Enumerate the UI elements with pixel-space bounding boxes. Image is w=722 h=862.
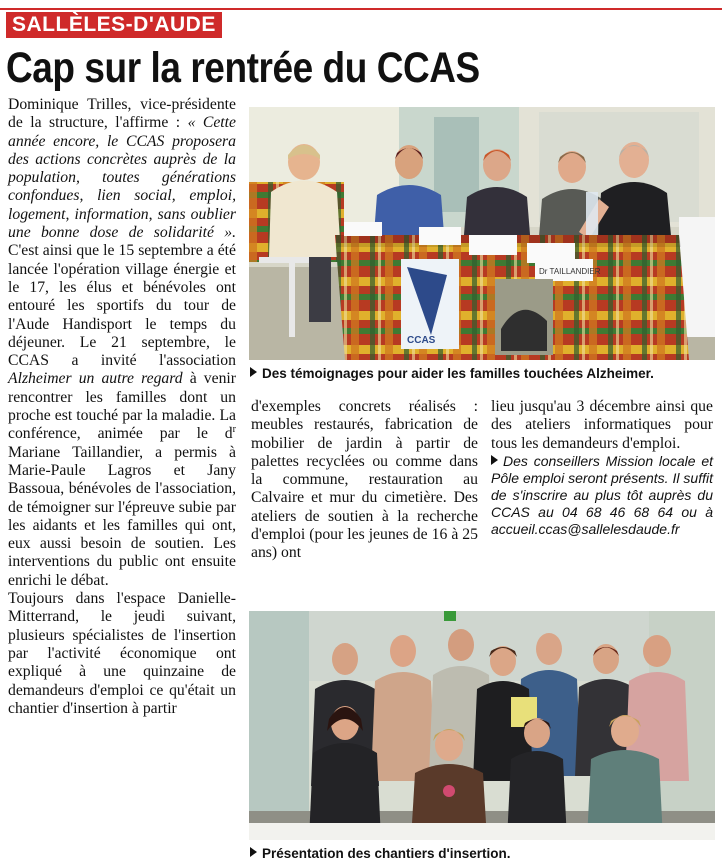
headline: Cap sur la rentrée du CCAS xyxy=(6,44,480,92)
paragraph-3: d'exemples concrets réalisés : meubles restaurés, fabrication de mobilier de jardin à partir de palettes recyclées ou comme dans la commune, restauration au Calvaire et mur du cimetière. Des ateliers de soutien à la recherche d'emploi (pour les jeunes de 16 à 25 ans) ont xyxy=(251,398,478,562)
top-rule xyxy=(0,8,722,10)
paragraph-4: lieu jusqu'au 3 décembre ainsi que des ateliers informatiques pour tous les demandeurs d'emploi. xyxy=(491,398,713,452)
poster-text: CCAS xyxy=(407,335,436,346)
photo-group xyxy=(249,611,715,840)
placard-text: Dr TAILLANDIER xyxy=(539,267,601,276)
association-name: Alzheimer un autre regard xyxy=(8,370,183,388)
group-photo-art xyxy=(249,611,715,840)
conference-photo-art xyxy=(249,107,715,360)
photo-conference xyxy=(249,107,715,360)
triangle-bullet-icon xyxy=(250,367,257,377)
triangle-bullet-icon xyxy=(250,847,257,857)
section-tag: SALLÈLES-D'AUDE xyxy=(6,12,222,38)
paragraph-1: Dominique Trilles, vice-présidente de la structure, l'affirme : « Cette année encore, le CCAS proposera des actions concrètes auprès de la population, toutes générations confondues, lien social, emploi, logement, information, sans oublier une bonne dose de solidarité ». C'est ainsi que le 15 septembre a été lancée l'opération village énergie et le 17, les élus et bénévoles ont entouré les sportifs du tour de l'Aude Handisport le temps du déjeuner. Le 21 septembre, le CCAS a invité l'association Alzheimer un autre regard à venir rencontrer les familles dont un proche est touché par la maladie. La conférence, animée par le $d^r$ Mariane Taillandier, a permis à Marie-Paule Lagros et Jany Bassoua, bénévoles de l'association, de témoigner sur l'épreuve subie par les aidants et les familles qui ont, eux aussi besoin de soutien. Les interventions du public ont ensuite enrichi le débat. xyxy=(8,96,236,589)
photo-caption-1: Des témoignages pour aider les familles touchées Alzheimer. xyxy=(250,366,654,382)
info-box: Des conseillers Mission locale et Pôle emploi seront présents. Il suffit de s'inscrire au plus tôt auprès du CCAS au 04 68 46 68 64 ou à accueil.ccas@sallelesdaude.fr xyxy=(491,452,713,537)
article-column-1 xyxy=(8,96,236,718)
article-column-2 xyxy=(251,398,478,563)
photo-caption-2: Présentation des chantiers d'insertion. xyxy=(250,846,511,862)
triangle-bullet-icon xyxy=(491,455,498,465)
quote: « Cette année encore, le CCAS proposera des actions concrètes auprès de la population, toutes générations confondues, lien social, emploi, logement, information, sans oublier une bonne dose de solidarité ». xyxy=(8,114,236,242)
paragraph-2: Toujours dans l'espace Danielle-Mitterrand, le jeudi suivant, plusieurs spécialistes de l'insertion par l'activité économique ont expliqué à une quinzaine de demandeurs d'emploi ce qu'était un chantier d'insertion à partir xyxy=(8,590,236,717)
article-column-3 xyxy=(491,398,713,538)
